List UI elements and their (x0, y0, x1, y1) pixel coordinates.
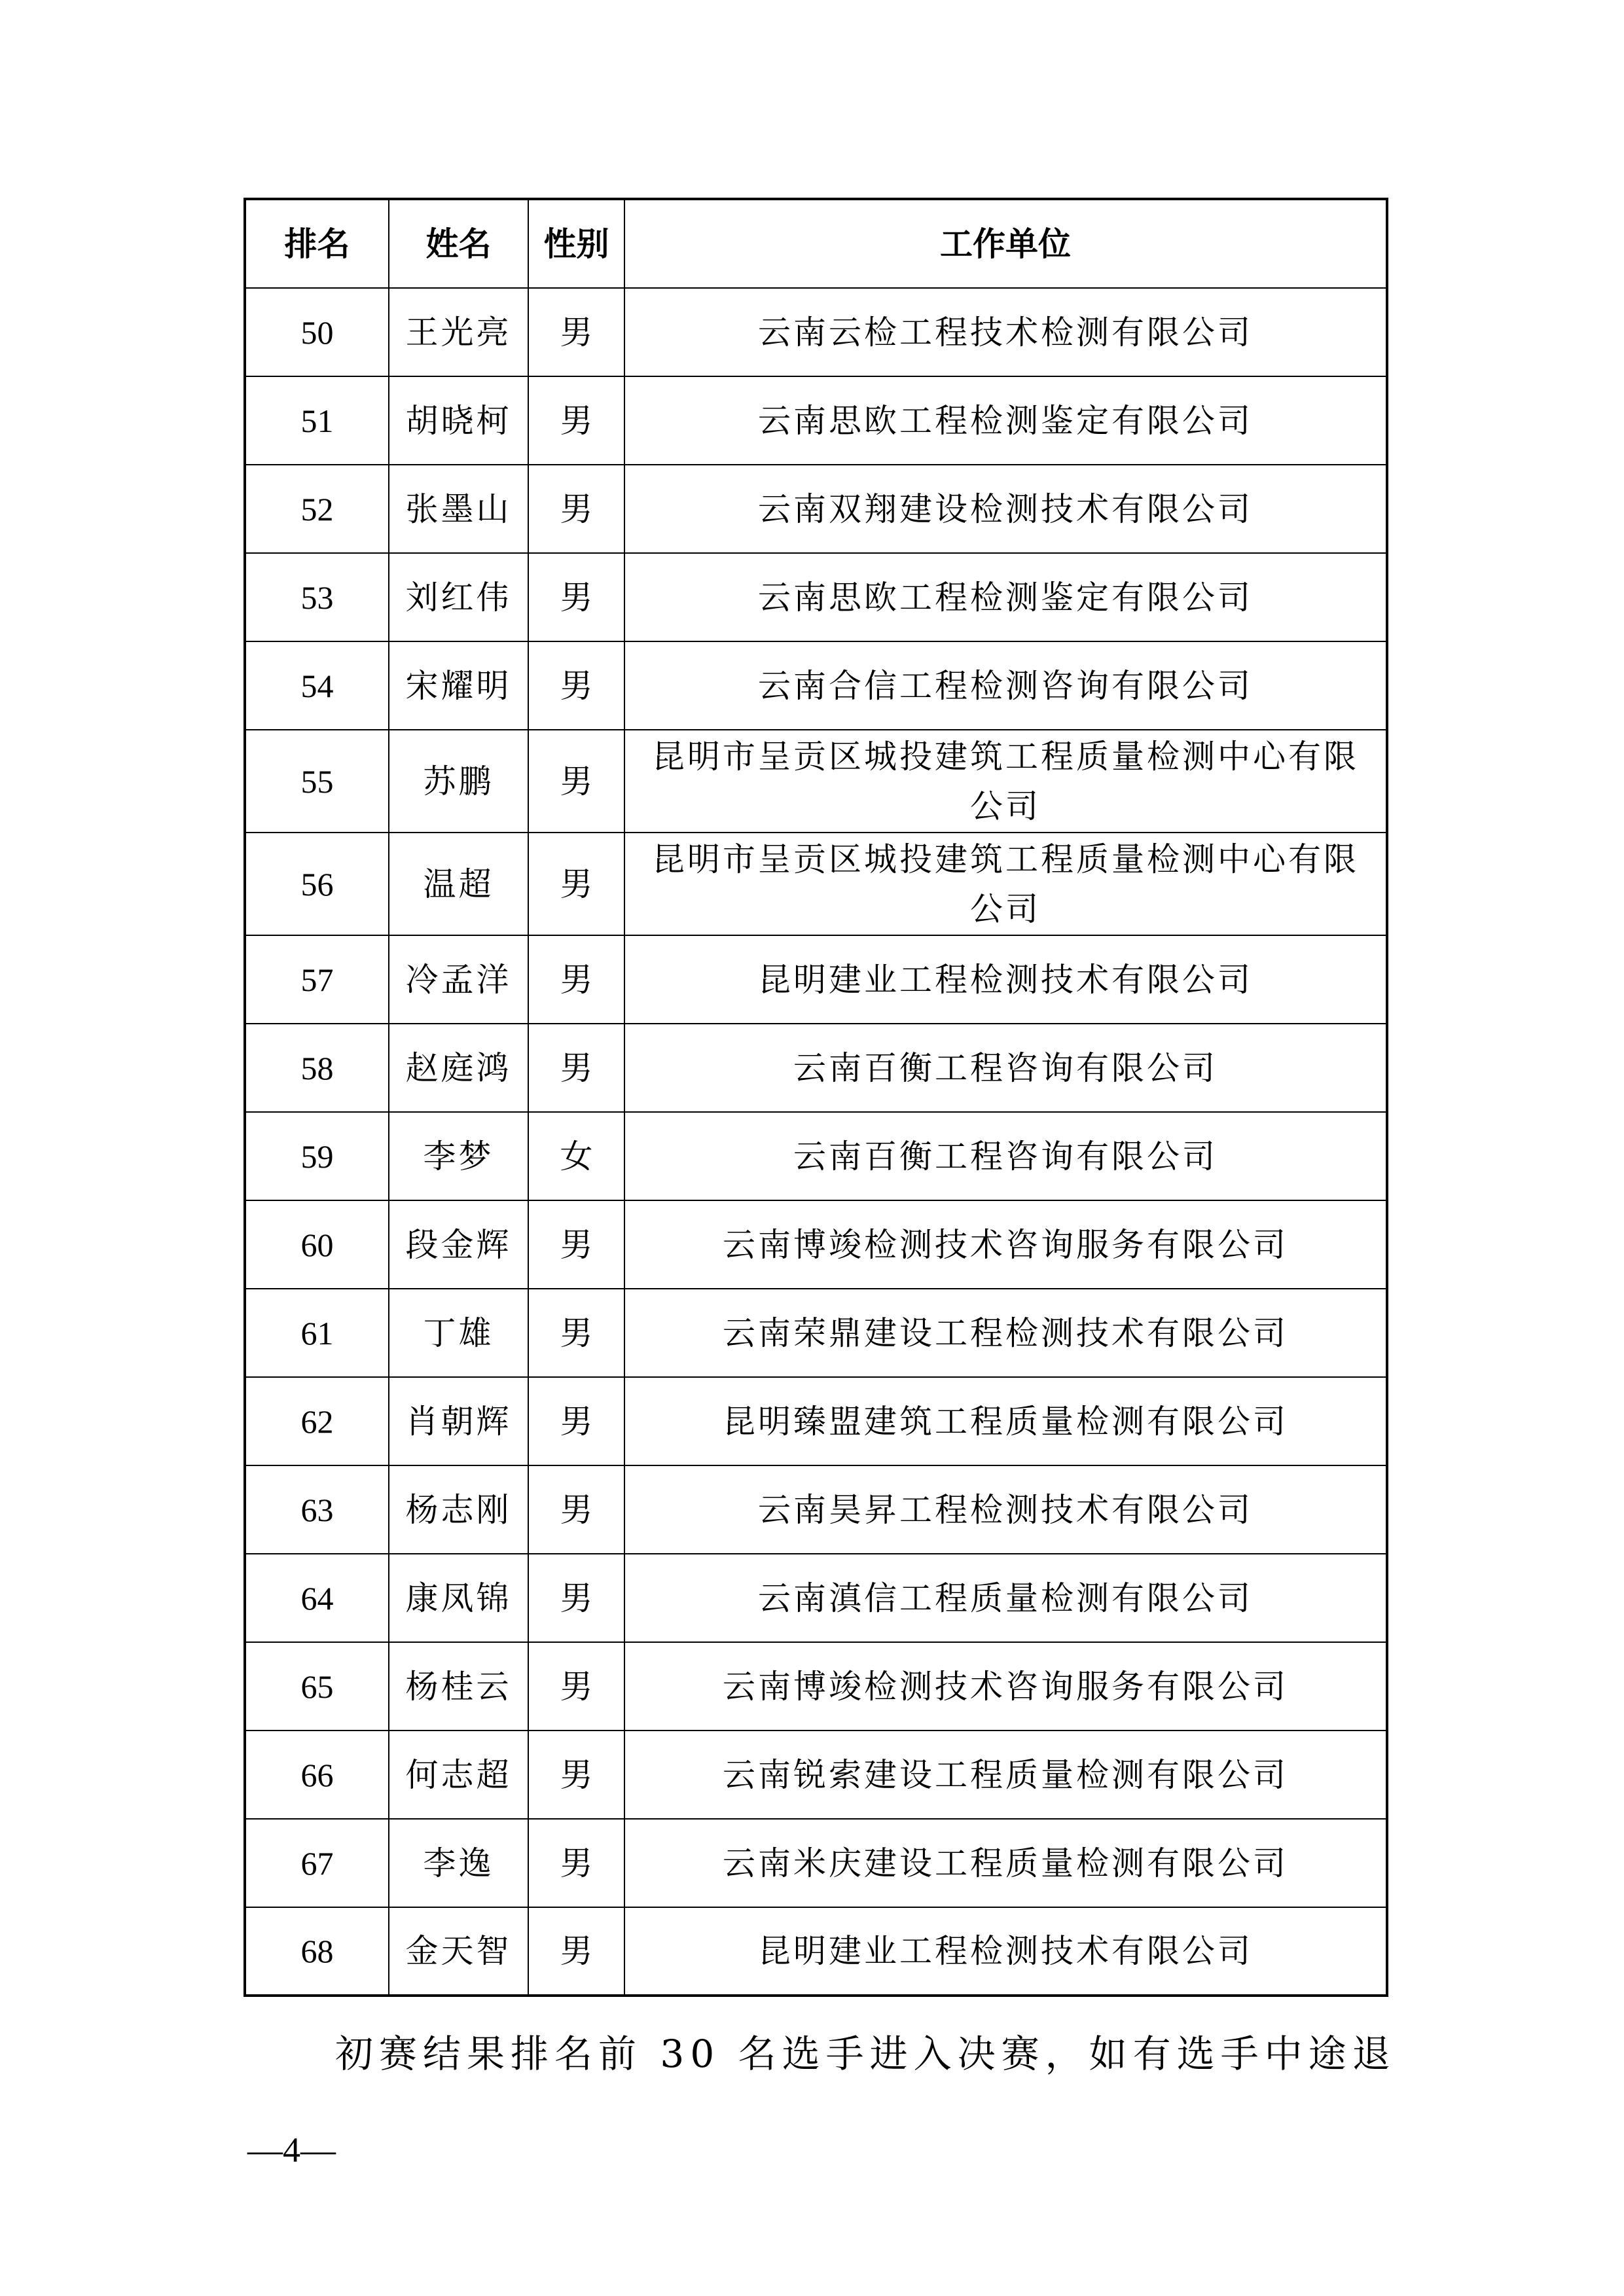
unit-cell: 昆明建业工程检测技术有限公司 (624, 1907, 1387, 1996)
ranking-table (244, 198, 1388, 1997)
unit-cell: 云南米庆建设工程质量检测有限公司 (624, 1819, 1387, 1907)
rank-cell: 67 (245, 1819, 389, 1907)
name-cell: 刘红伟 (389, 553, 528, 641)
name-cell: 胡晓柯 (389, 376, 528, 465)
gender-cell: 女 (528, 1112, 624, 1200)
name-cell: 杨志刚 (389, 1465, 528, 1554)
table-row (245, 641, 1387, 730)
unit-cell: 昆明市呈贡区城投建筑工程质量检测中心有限公司 (624, 730, 1387, 833)
name-cell: 王光亮 (389, 288, 528, 376)
unit-cell: 昆明臻盟建筑工程质量检测有限公司 (624, 1377, 1387, 1465)
gender-cell: 男 (528, 1200, 624, 1289)
gender-cell: 男 (528, 1907, 624, 1996)
rank-cell: 66 (245, 1731, 389, 1819)
name-cell: 段金辉 (389, 1200, 528, 1289)
rank-cell: 62 (245, 1377, 389, 1465)
table-row (245, 553, 1387, 641)
table-row (245, 730, 1387, 833)
gender-cell: 男 (528, 288, 624, 376)
name-cell: 何志超 (389, 1731, 528, 1819)
table-row (245, 1465, 1387, 1554)
unit-cell: 云南博竣检测技术咨询服务有限公司 (624, 1200, 1387, 1289)
rank-cell: 57 (245, 935, 389, 1024)
unit-cell: 云南合信工程检测咨询有限公司 (624, 641, 1387, 730)
unit-cell: 昆明市呈贡区城投建筑工程质量检测中心有限公司 (624, 833, 1387, 935)
gender-cell: 男 (528, 1465, 624, 1554)
gender-cell: 男 (528, 465, 624, 553)
rank-cell: 58 (245, 1024, 389, 1112)
unit-cell: 云南博竣检测技术咨询服务有限公司 (624, 1642, 1387, 1731)
gender-cell: 男 (528, 1554, 624, 1642)
body-paragraph: 初赛结果排名前 30 名选手进入决赛，如有选手中途退 (335, 2032, 1396, 2076)
gender-cell: 男 (528, 376, 624, 465)
gender-cell: 男 (528, 553, 624, 641)
unit-cell: 云南昊昇工程检测技术有限公司 (624, 1465, 1387, 1554)
table-row (245, 1819, 1387, 1907)
name-cell: 苏鹏 (389, 730, 528, 833)
unit-cell: 云南云检工程技术检测有限公司 (624, 288, 1387, 376)
rank-cell: 53 (245, 553, 389, 641)
gender-cell: 男 (528, 730, 624, 833)
table-row (245, 1731, 1387, 1819)
gender-cell: 男 (528, 1377, 624, 1465)
unit-cell: 云南百衡工程咨询有限公司 (624, 1024, 1387, 1112)
rank-cell: 54 (245, 641, 389, 730)
rank-cell: 68 (245, 1907, 389, 1996)
gender-cell: 男 (528, 935, 624, 1024)
rank-cell: 56 (245, 833, 389, 935)
name-cell: 冷孟洋 (389, 935, 528, 1024)
gender-cell: 男 (528, 1642, 624, 1731)
rank-cell: 64 (245, 1554, 389, 1642)
table-row (245, 1024, 1387, 1112)
name-cell: 李逸 (389, 1819, 528, 1907)
gender-cell: 男 (528, 641, 624, 730)
rank-cell: 51 (245, 376, 389, 465)
rank-cell: 59 (245, 1112, 389, 1200)
table-row (245, 1554, 1387, 1642)
table-row (245, 935, 1387, 1024)
header-unit: 工作单位 (624, 199, 1387, 288)
name-cell: 赵庭鸿 (389, 1024, 528, 1112)
name-cell: 丁雄 (389, 1289, 528, 1377)
table-row (245, 1377, 1387, 1465)
name-cell: 宋耀明 (389, 641, 528, 730)
unit-cell: 云南思欧工程检测鉴定有限公司 (624, 376, 1387, 465)
table-row (245, 376, 1387, 465)
gender-cell: 男 (528, 1024, 624, 1112)
unit-cell: 云南百衡工程咨询有限公司 (624, 1112, 1387, 1200)
gender-cell: 男 (528, 1731, 624, 1819)
header-gender: 性别 (528, 199, 624, 288)
table-row (245, 833, 1387, 935)
unit-cell: 云南思欧工程检测鉴定有限公司 (624, 553, 1387, 641)
name-cell: 金天智 (389, 1907, 528, 1996)
rank-cell: 55 (245, 730, 389, 833)
table-header-row (245, 199, 1387, 288)
name-cell: 张墨山 (389, 465, 528, 553)
name-cell: 肖朝辉 (389, 1377, 528, 1465)
unit-cell: 云南双翔建设检测技术有限公司 (624, 465, 1387, 553)
gender-cell: 男 (528, 833, 624, 935)
name-cell: 温超 (389, 833, 528, 935)
header-rank: 排名 (245, 199, 389, 288)
name-cell: 李梦 (389, 1112, 528, 1200)
table-row (245, 1642, 1387, 1731)
rank-cell: 61 (245, 1289, 389, 1377)
rank-cell: 50 (245, 288, 389, 376)
name-cell: 杨桂云 (389, 1642, 528, 1731)
table-row (245, 1907, 1387, 1996)
table-row (245, 288, 1387, 376)
table-row (245, 465, 1387, 553)
gender-cell: 男 (528, 1289, 624, 1377)
table-row (245, 1289, 1387, 1377)
unit-cell: 云南滇信工程质量检测有限公司 (624, 1554, 1387, 1642)
gender-cell: 男 (528, 1819, 624, 1907)
rank-cell: 52 (245, 465, 389, 553)
rank-cell: 60 (245, 1200, 389, 1289)
unit-cell: 云南荣鼎建设工程检测技术有限公司 (624, 1289, 1387, 1377)
name-cell: 康凤锦 (389, 1554, 528, 1642)
table-row (245, 1200, 1387, 1289)
table-body (245, 288, 1387, 1996)
unit-cell: 昆明建业工程检测技术有限公司 (624, 935, 1387, 1024)
table-row (245, 1112, 1387, 1200)
page-number: —4— (247, 2130, 336, 2170)
rank-cell: 65 (245, 1642, 389, 1731)
header-name: 姓名 (389, 199, 528, 288)
rank-cell: 63 (245, 1465, 389, 1554)
unit-cell: 云南锐索建设工程质量检测有限公司 (624, 1731, 1387, 1819)
